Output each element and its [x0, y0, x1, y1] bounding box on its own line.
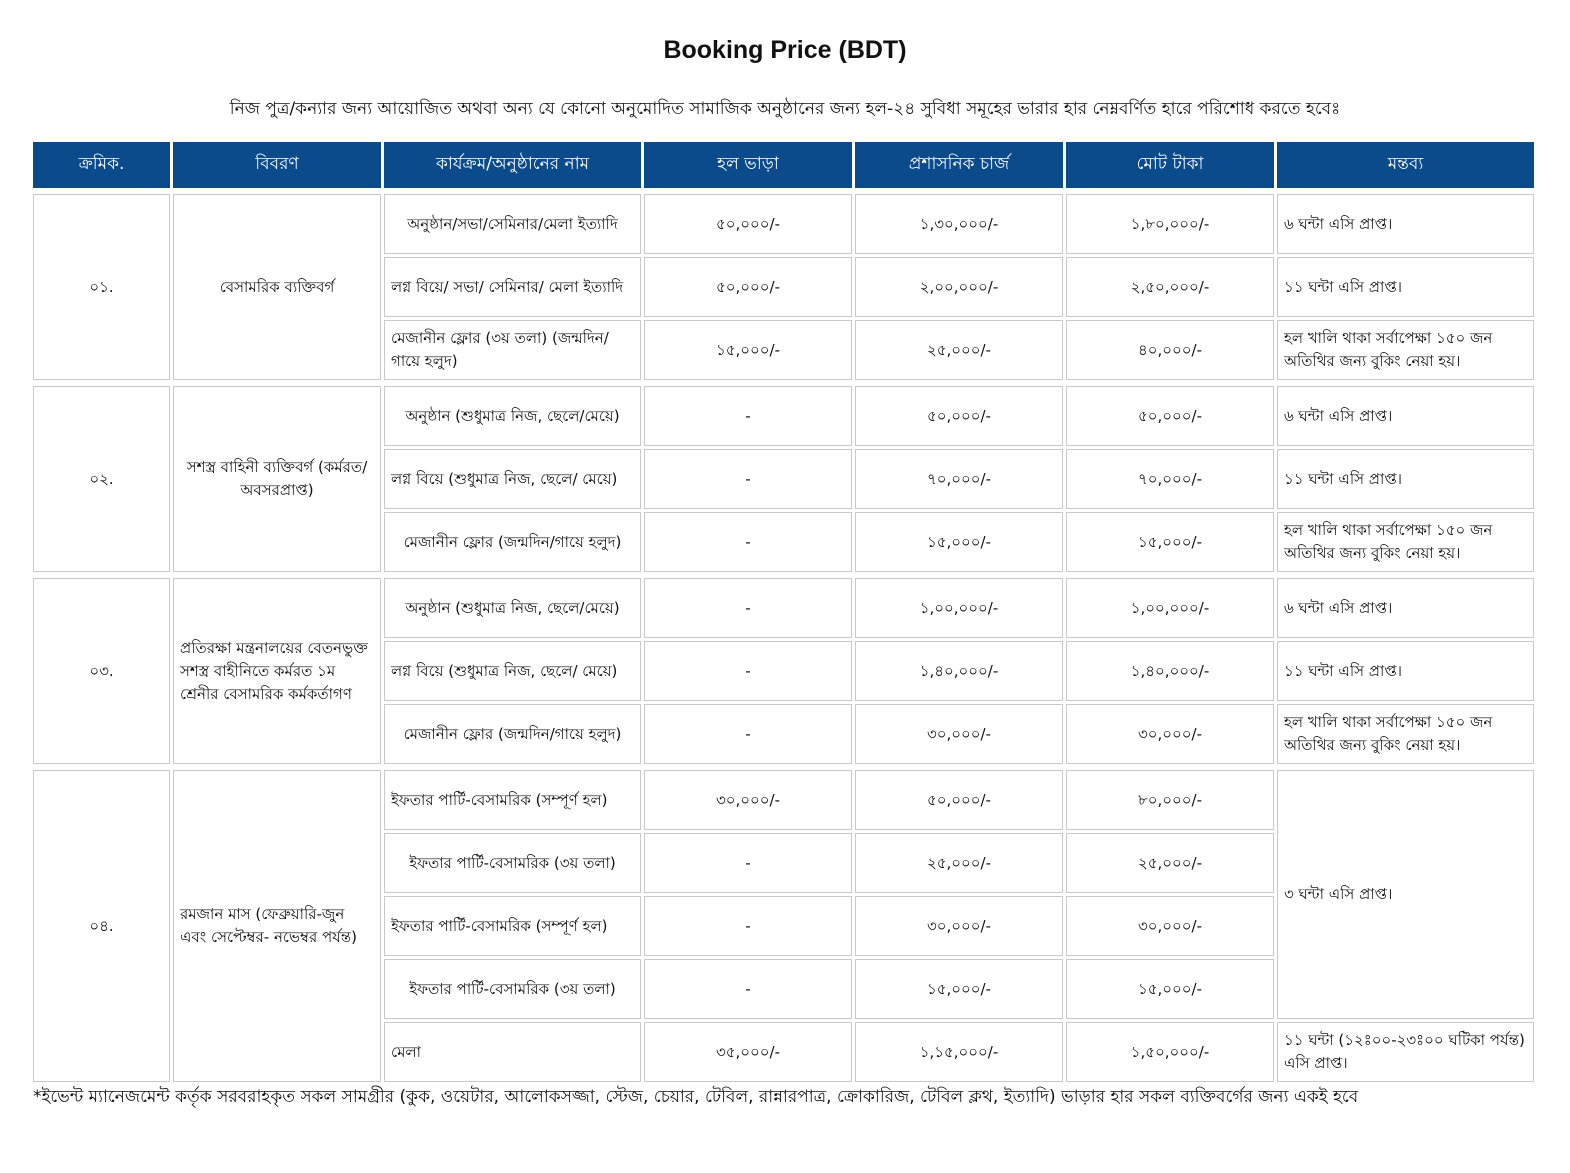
admin-charge-cell: ২৫,০০০/-	[855, 833, 1063, 893]
admin-charge-cell: ১৫,০০০/-	[855, 959, 1063, 1019]
table-row	[33, 578, 1534, 638]
admin-charge-cell: ১,৪০,০০০/-	[855, 641, 1063, 701]
hall-rent-cell: -	[644, 833, 852, 893]
header-remark: মন্তব্য	[1277, 142, 1534, 188]
table-row	[33, 386, 1534, 446]
admin-charge-cell: ৫০,০০০/-	[855, 770, 1063, 830]
total-cell: ১৫,০০০/-	[1066, 512, 1274, 572]
total-cell: ১৫,০০০/-	[1066, 959, 1274, 1019]
total-cell: ৫০,০০০/-	[1066, 386, 1274, 446]
total-cell: ১,৫০,০০০/-	[1066, 1022, 1274, 1082]
program-cell: ইফতার পার্টি-বেসামরিক (৩য় তলা)	[384, 833, 641, 893]
total-cell: ৭০,০০০/-	[1066, 449, 1274, 509]
admin-charge-cell: ১,১৫,০০০/-	[855, 1022, 1063, 1082]
total-cell: ১,৪০,০০০/-	[1066, 641, 1274, 701]
hall-rent-cell: ৫০,০০০/-	[644, 257, 852, 317]
hall-rent-cell: ৫০,০০০/-	[644, 194, 852, 254]
program-cell: ইফতার পার্টি-বেসামরিক (৩য় তলা)	[384, 959, 641, 1019]
program-cell: মেজানীন ফ্লোর (জন্মদিন/গায়ে হলুদ)	[384, 512, 641, 572]
remark-cell: ৬ ঘন্টা এসি প্রাপ্ত।	[1277, 386, 1534, 446]
program-cell: লগ্ন বিয়ে (শুধুমাত্র নিজ, ছেলে/ মেয়ে)	[384, 449, 641, 509]
page-title: Booking Price (BDT)	[663, 36, 907, 64]
table-row	[33, 770, 1534, 830]
hall-rent-cell: -	[644, 386, 852, 446]
hall-rent-cell: -	[644, 578, 852, 638]
header-admin-charge: প্রশাসনিক চার্জ	[855, 142, 1063, 188]
remark-cell: ১১ ঘন্টা এসি প্রাপ্ত।	[1277, 641, 1534, 701]
admin-charge-cell: ৫০,০০০/-	[855, 386, 1063, 446]
hall-rent-cell: ৩৫,০০০/-	[644, 1022, 852, 1082]
hall-rent-cell: -	[644, 896, 852, 956]
total-cell: ২৫,০০০/-	[1066, 833, 1274, 893]
total-cell: ২,৫০,০০০/-	[1066, 257, 1274, 317]
hall-rent-cell: -	[644, 512, 852, 572]
program-cell: লগ্ন বিয়ে (শুধুমাত্র নিজ, ছেলে/ মেয়ে)	[384, 641, 641, 701]
remark-cell: ১১ ঘন্টা (১২ঃ০০-২৩ঃ০০ ঘটিকা পর্যন্ত) এসি প্রাপ্ত।	[1277, 1022, 1534, 1082]
admin-charge-cell: ৭০,০০০/-	[855, 449, 1063, 509]
admin-charge-cell: ২,০০,০০০/-	[855, 257, 1063, 317]
description-cell: বেসামরিক ব্যক্তিবর্গ	[173, 194, 381, 380]
serial-cell: ০২.	[33, 386, 170, 572]
hall-rent-cell: ১৫,০০০/-	[644, 320, 852, 380]
total-cell: ৮০,০০০/-	[1066, 770, 1274, 830]
hall-rent-cell: -	[644, 449, 852, 509]
hall-rent-cell: -	[644, 704, 852, 764]
booking-price-table	[30, 139, 1537, 1085]
remark-cell-shared: ৩ ঘন্টা এসি প্রাপ্ত।	[1277, 770, 1534, 1019]
admin-charge-cell: ১,০০,০০০/-	[855, 578, 1063, 638]
page-subtitle: নিজ পুত্র/কন্যার জন্য আয়োজিত অথবা অন্য যে কোনো অনুমোদিত সামাজিক অনুষ্ঠানের জন্য হল-২৪ সুবিধা সমূহের ভারার হার নেম্নবর্ণিত হারে পরিশোধ করতে হবেঃ	[229, 99, 1341, 119]
program-cell: মেজানীন ফ্লোর (জন্মদিন/গায়ে হলুদ)	[384, 704, 641, 764]
header-hall-rent: হল ভাড়া	[644, 142, 852, 188]
hall-rent-cell: -	[644, 641, 852, 701]
hall-rent-cell: -	[644, 959, 852, 1019]
total-cell: ১,৮০,০০০/-	[1066, 194, 1274, 254]
admin-charge-cell: ৩০,০০০/-	[855, 704, 1063, 764]
total-cell: ৩০,০০০/-	[1066, 896, 1274, 956]
admin-charge-cell: ২৫,০০০/-	[855, 320, 1063, 380]
header-total: মোট টাকা	[1066, 142, 1274, 188]
remark-cell: হল খালি থাকা সর্বাপেক্ষা ১৫০ জন অতিথির জন্য বুকিং নেয়া হয়।	[1277, 704, 1534, 764]
admin-charge-cell: ৩০,০০০/-	[855, 896, 1063, 956]
table-row	[33, 194, 1534, 254]
table-header-row	[33, 142, 1534, 188]
total-cell: ৩০,০০০/-	[1066, 704, 1274, 764]
serial-cell: ০৪.	[33, 770, 170, 1082]
program-cell: মেলা	[384, 1022, 641, 1082]
total-cell: ১,০০,০০০/-	[1066, 578, 1274, 638]
remark-cell: হল খালি থাকা সর্বাপেক্ষা ১৫০ জন অতিথির জন্য বুকিং নেয়া হয়।	[1277, 512, 1534, 572]
serial-cell: ০৩.	[33, 578, 170, 764]
remark-cell: ১১ ঘন্টা এসি প্রাপ্ত।	[1277, 257, 1534, 317]
program-cell: ইফতার পার্টি-বেসামরিক (সম্পূর্ণ হল)	[384, 770, 641, 830]
program-cell: লগ্ন বিয়ে/ সভা/ সেমিনার/ মেলা ইত্যাদি	[384, 257, 641, 317]
description-cell: রমজান মাস (ফেব্রুয়ারি-জুন এবং সেপ্টেম্বর- নভেম্বর পর্যন্ত)	[173, 770, 381, 1082]
description-cell: সশস্ত্র বাহিনী ব্যক্তিবর্গ (কর্মরত/ অবসরপ্রাপ্ত)	[173, 386, 381, 572]
program-cell: অনুষ্ঠান/সভা/সেমিনার/মেলা ইত্যাদি	[384, 194, 641, 254]
header-serial: ক্রমিক.	[33, 142, 170, 188]
program-cell: মেজানীন ফ্লোর (৩য় তলা) (জন্মদিন/ গায়ে হলুদ)	[384, 320, 641, 380]
admin-charge-cell: ১,৩০,০০০/-	[855, 194, 1063, 254]
hall-rent-cell: ৩০,০০০/-	[644, 770, 852, 830]
remark-cell: ৬ ঘন্টা এসি প্রাপ্ত।	[1277, 578, 1534, 638]
program-cell: ইফতার পার্টি-বেসামরিক (সম্পূর্ণ হল)	[384, 896, 641, 956]
header-description: বিবরণ	[173, 142, 381, 188]
remark-cell: ৬ ঘন্টা এসি প্রাপ্ত।	[1277, 194, 1534, 254]
admin-charge-cell: ১৫,০০০/-	[855, 512, 1063, 572]
remark-cell: হল খালি থাকা সর্বাপেক্ষা ১৫০ জন অতিথির জন্য বুকিং নেয়া হয়।	[1277, 320, 1534, 380]
header-program: কার্যক্রম/অনুষ্ঠানের নাম	[384, 142, 641, 188]
program-cell: অনুষ্ঠান (শুধুমাত্র নিজ, ছেলে/মেয়ে)	[384, 386, 641, 446]
total-cell: ৪০,০০০/-	[1066, 320, 1274, 380]
description-cell: প্রতিরক্ষা মন্ত্রনালয়ের বেতনভুক্ত সশস্ত্র বাহীনিতে কর্মরত ১ম শ্রেনীর বেসামরিক কর্মকর্তাগণ	[173, 578, 381, 764]
footnote: *ইভেন্ট ম্যানেজমেন্ট কর্তৃক সরবরাহকৃত সকল সামগ্রীর (কুক, ওয়েটার, আলোকসজ্জা, স্টেজ, চেয়ার, টেবিল, রান্নারপাত্র, ক্রোকারিজ, টেবিল ক্লথ, ইত্যাদি) ভাড়ার হার সকল ব্যক্তিবর্গের জন্য একই হবে	[33, 1087, 1359, 1107]
serial-cell: ০১.	[33, 194, 170, 380]
program-cell: অনুষ্ঠান (শুধুমাত্র নিজ, ছেলে/মেয়ে)	[384, 578, 641, 638]
remark-cell: ১১ ঘন্টা এসি প্রাপ্ত।	[1277, 449, 1534, 509]
